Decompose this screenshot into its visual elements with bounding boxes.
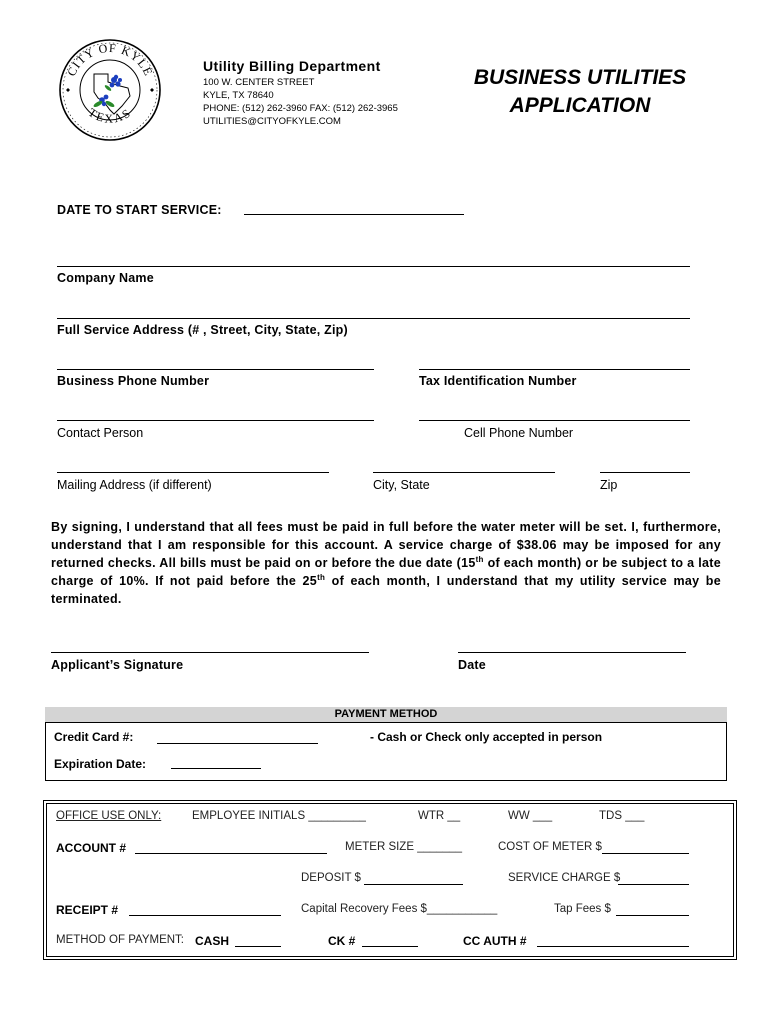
- svg-text:TEXAS: [86, 105, 134, 125]
- city-state-label: City, State: [373, 478, 430, 492]
- department-email: UTILITIES@CITYOFKYLE.COM: [203, 116, 341, 127]
- signature-date-label: Date: [458, 658, 486, 672]
- start-service-label: DATE TO START SERVICE:: [57, 203, 222, 217]
- payment-method-header: PAYMENT METHOD: [45, 707, 727, 723]
- mailing-address-field[interactable]: [57, 472, 329, 473]
- service-charge-field[interactable]: [618, 884, 689, 885]
- form-title: [430, 64, 730, 120]
- cc-auth-field[interactable]: [537, 946, 689, 947]
- payment-note: - Cash or Check only accepted in person: [370, 730, 603, 744]
- cost-of-meter-label: COST OF METER $: [498, 841, 602, 853]
- receipt-label: RECEIPT #: [56, 903, 119, 917]
- business-phone-field[interactable]: [57, 369, 374, 370]
- company-name-label: Company Name: [57, 271, 154, 285]
- cell-phone-label: Cell Phone Number: [464, 426, 574, 440]
- seal-bottom-text: TEXAS: [85, 105, 135, 126]
- form-title-line-2: APPLICATION: [509, 94, 651, 117]
- contact-person-label: Contact Person: [57, 426, 144, 440]
- expiration-date-field[interactable]: [171, 768, 261, 769]
- department-phone: PHONE: (512) 262-3960 FAX: (512) 262-3965: [203, 103, 398, 114]
- deposit-label: DEPOSIT $: [301, 872, 361, 884]
- office-use-label: OFFICE USE ONLY:: [56, 810, 162, 822]
- contact-person-field[interactable]: [57, 420, 374, 421]
- agreement-statement: By signing, I understand that all fees must be paid in full before the water meter will be set. I, furthermore, understand that I am responsible for this account. A service charge of $38.06 may be imposed for any returned checks. All bills must be paid on or before the due date (15th of each month) or be subject to a late charge of 10%. If not paid before the 25th of each month, I understand that my utility service may be terminated.: [51, 520, 722, 606]
- cell-phone-field[interactable]: [419, 420, 690, 421]
- ck-label: CK #: [328, 934, 356, 948]
- cash-field[interactable]: [235, 946, 281, 947]
- zip-field[interactable]: [600, 472, 690, 473]
- zip-label: Zip: [600, 478, 618, 492]
- cc-auth-label: CC AUTH #: [463, 934, 527, 948]
- tap-fees-field[interactable]: [616, 915, 689, 916]
- tax-id-label: Tax Identification Number: [419, 374, 577, 388]
- seal-top-text: CITY OF KYLE: [64, 40, 156, 79]
- ck-field[interactable]: [362, 946, 418, 947]
- credit-card-field[interactable]: [157, 743, 318, 744]
- service-address-label: Full Service Address (# , Street, City, State, Zip): [57, 323, 348, 337]
- tds-field[interactable]: TDS ___: [599, 810, 645, 822]
- wtr-field[interactable]: WTR __: [418, 810, 461, 822]
- capital-recovery-fees-field[interactable]: Capital Recovery Fees $___________: [301, 903, 498, 915]
- receipt-field[interactable]: [129, 915, 281, 916]
- signature-date-field[interactable]: [458, 652, 686, 653]
- method-of-payment-label: METHOD OF PAYMENT:: [56, 934, 184, 946]
- tax-id-field[interactable]: [419, 369, 690, 370]
- business-phone-label: Business Phone Number: [57, 374, 210, 388]
- start-service-field[interactable]: [244, 214, 464, 215]
- tap-fees-label: Tap Fees $: [554, 903, 611, 915]
- city-seal: [58, 38, 162, 142]
- applicant-signature-field[interactable]: [51, 652, 369, 653]
- mailing-address-label: Mailing Address (if different): [57, 478, 212, 492]
- account-field[interactable]: [135, 853, 327, 854]
- department-address-1: 100 W. CENTER STREET: [203, 77, 315, 88]
- meter-size-field[interactable]: METER SIZE _______: [345, 841, 462, 853]
- employee-initials-field[interactable]: EMPLOYEE INITIALS _________: [192, 810, 366, 822]
- company-name-field[interactable]: [57, 266, 690, 267]
- service-charge-label: SERVICE CHARGE $: [508, 872, 621, 884]
- cost-of-meter-field[interactable]: [602, 853, 689, 854]
- deposit-field[interactable]: [364, 884, 463, 885]
- department-title: Utility Billing Department: [203, 58, 381, 74]
- city-state-field[interactable]: [373, 472, 555, 473]
- form-title-line-1: BUSINESS UTILITIES: [473, 66, 687, 89]
- expiration-date-label: Expiration Date:: [54, 757, 147, 771]
- service-address-field[interactable]: [57, 318, 690, 319]
- cash-label: CASH: [195, 934, 230, 948]
- account-label: ACCOUNT #: [56, 841, 127, 855]
- applicant-signature-label: Applicant’s Signature: [51, 658, 184, 672]
- ww-field[interactable]: WW ___: [508, 810, 553, 822]
- department-address-2: KYLE, TX 78640: [203, 90, 274, 101]
- credit-card-label: Credit Card #:: [54, 730, 134, 744]
